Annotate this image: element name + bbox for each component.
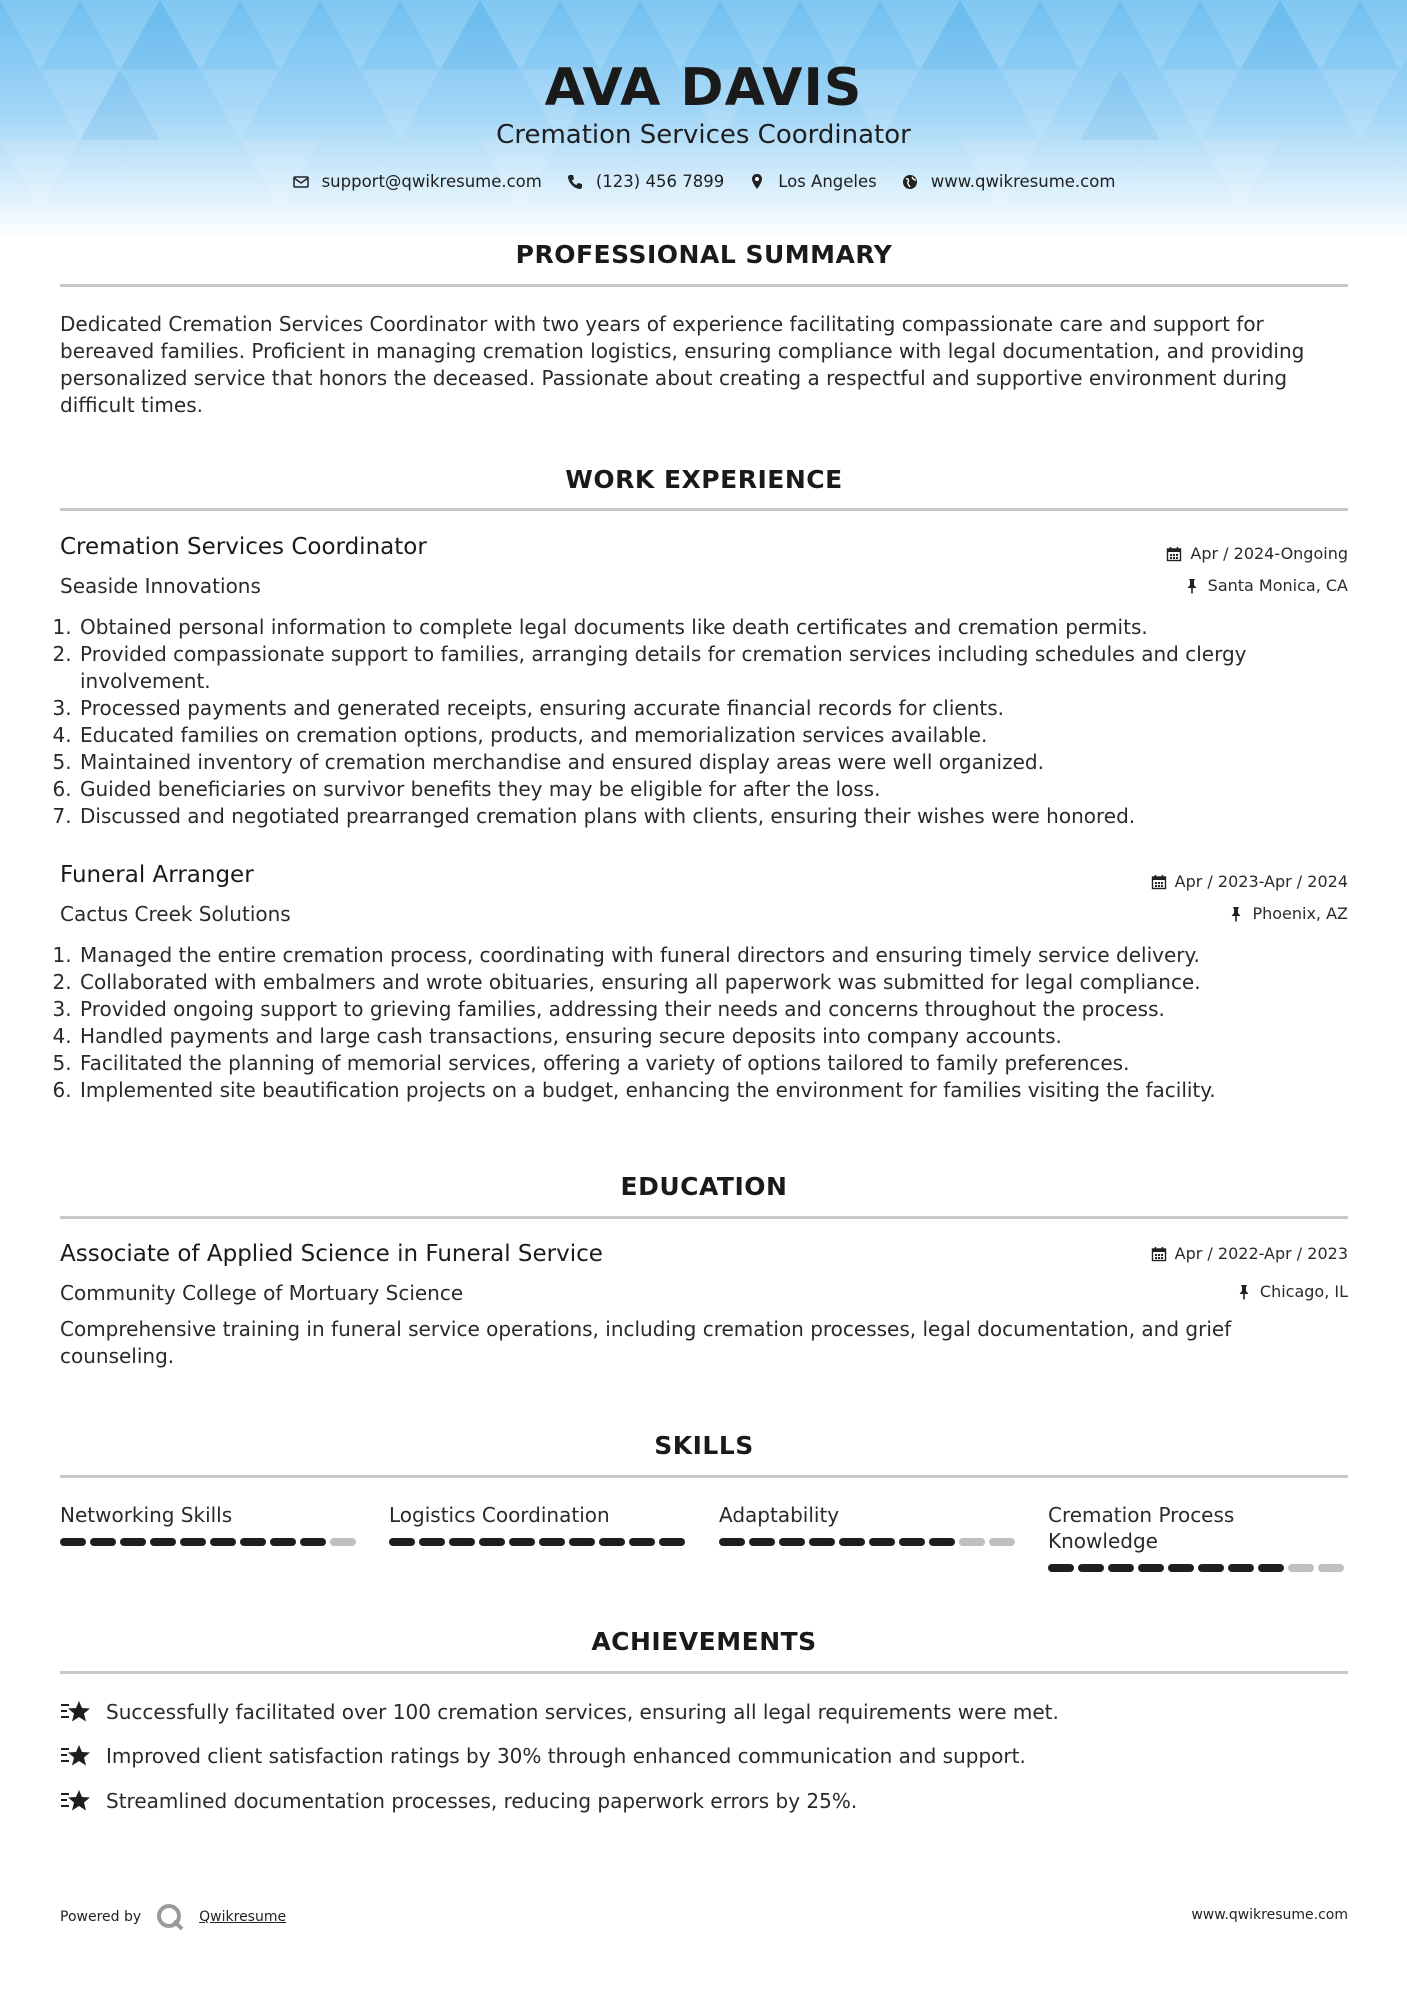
degree-title: Associate of Applied Science in Funeral Service bbox=[60, 1241, 603, 1267]
education-location-text: Chicago, IL bbox=[1259, 1282, 1348, 1301]
skill-dot-empty bbox=[1318, 1564, 1344, 1572]
summary-divider bbox=[60, 284, 1348, 287]
pushpin-icon bbox=[1184, 578, 1200, 594]
skill-rating bbox=[389, 1538, 689, 1546]
skill-dot-filled bbox=[449, 1538, 475, 1546]
skill-dot-filled bbox=[1138, 1564, 1164, 1572]
skill-cremation-knowledge bbox=[1048, 1502, 1348, 1572]
footer-website[interactable]: www.qwikresume.com bbox=[1191, 1907, 1348, 1923]
education-dates-text: Apr / 2022-Apr / 2023 bbox=[1174, 1244, 1348, 1263]
pushpin-icon bbox=[1236, 1284, 1252, 1300]
skills-divider bbox=[60, 1475, 1348, 1478]
skill-name: Logistics Coordination bbox=[389, 1503, 610, 1527]
skill-dot-filled bbox=[749, 1538, 775, 1546]
candidate-name: AVA DAVIS bbox=[544, 58, 863, 118]
job-location bbox=[1228, 904, 1348, 923]
skill-rating bbox=[1048, 1564, 1348, 1572]
job-location-text: Santa Monica, CA bbox=[1207, 576, 1348, 595]
skill-dot-empty bbox=[989, 1538, 1015, 1546]
skill-adaptability bbox=[719, 1502, 1019, 1546]
skill-dot-filled bbox=[809, 1538, 835, 1546]
skill-dot-filled bbox=[1228, 1564, 1254, 1572]
skill-dot-filled bbox=[419, 1538, 445, 1546]
star-list-icon bbox=[60, 1787, 92, 1815]
education-description: Comprehensive training in funeral service operations, including cremation processes, legal documentation, and grief counseling. bbox=[60, 1317, 1232, 1368]
skill-dot-empty bbox=[959, 1538, 985, 1546]
star-list-icon bbox=[60, 1698, 92, 1726]
achievement-item bbox=[60, 1787, 857, 1815]
achievement-text: Streamlined documentation processes, reducing paperwork errors by 25%. bbox=[106, 1789, 858, 1813]
skill-dot-empty bbox=[330, 1538, 356, 1546]
calendar-icon bbox=[1151, 874, 1167, 890]
skill-name: Adaptability bbox=[719, 1503, 840, 1527]
job-company: Cactus Creek Solutions bbox=[60, 902, 291, 926]
list-item: 5. Maintained inventory of cremation merchandise and ensured display areas were well organized. bbox=[78, 749, 1378, 776]
job-responsibilities bbox=[36, 614, 1378, 830]
skill-dot-empty bbox=[1288, 1564, 1314, 1572]
contact-bar bbox=[0, 172, 1407, 191]
list-item: 4. Handled payments and large cash transactions, ensuring secure deposits into company accounts. bbox=[78, 1023, 1378, 1050]
skill-dot-filled bbox=[1048, 1564, 1074, 1572]
skills-heading: SKILLS bbox=[654, 1431, 754, 1460]
achievement-item bbox=[60, 1698, 1059, 1726]
skill-dot-filled bbox=[1168, 1564, 1194, 1572]
skill-dot-filled bbox=[839, 1538, 865, 1546]
skill-dot-filled bbox=[1198, 1564, 1224, 1572]
job-title: Cremation Services Coordinator bbox=[60, 534, 427, 560]
experience-divider bbox=[60, 508, 1348, 511]
skill-logistics bbox=[389, 1502, 689, 1546]
skill-dot-filled bbox=[629, 1538, 655, 1546]
website-text: www.qwikresume.com bbox=[930, 172, 1116, 191]
skill-dot-filled bbox=[569, 1538, 595, 1546]
skill-dot-filled bbox=[240, 1538, 266, 1546]
skill-dot-filled bbox=[1258, 1564, 1284, 1572]
skill-dot-filled bbox=[270, 1538, 296, 1546]
skill-dot-filled bbox=[509, 1538, 535, 1546]
skill-rating bbox=[60, 1538, 360, 1546]
skill-dot-filled bbox=[479, 1538, 505, 1546]
contact-phone[interactable] bbox=[566, 172, 724, 191]
envelope-icon bbox=[292, 173, 310, 191]
qwikresume-logo-icon bbox=[155, 1902, 185, 1932]
skill-dot-filled bbox=[539, 1538, 565, 1546]
skill-dot-filled bbox=[300, 1538, 326, 1546]
qwikresume-link[interactable]: Qwikresume bbox=[199, 1909, 287, 1925]
experience-heading: WORK EXPERIENCE bbox=[565, 465, 843, 494]
skill-rating bbox=[719, 1538, 1019, 1546]
globe-icon bbox=[901, 173, 919, 191]
skill-dot-filled bbox=[389, 1538, 415, 1546]
contact-location bbox=[748, 172, 877, 191]
location-text: Los Angeles bbox=[778, 172, 877, 191]
list-item: 6. Implemented site beautification projects on a budget, enhancing the environment for families visiting the facility. bbox=[78, 1077, 1378, 1104]
skill-dot-filled bbox=[180, 1538, 206, 1546]
skill-dot-filled bbox=[1078, 1564, 1104, 1572]
list-item: 2. Collaborated with embalmers and wrote obituaries, ensuring all paperwork was submitted for legal compliance. bbox=[78, 969, 1378, 996]
achievement-text: Improved client satisfaction ratings by 30% through enhanced communication and support. bbox=[106, 1744, 1026, 1768]
list-item: 1. Obtained personal information to complete legal documents like death certificates and cremation permits. bbox=[78, 614, 1378, 641]
candidate-title: Cremation Services Coordinator bbox=[496, 120, 911, 150]
summary-heading: PROFESSIONAL SUMMARY bbox=[515, 240, 893, 269]
list-item: 6. Guided beneficiaries on survivor benefits they may be eligible for after the loss. bbox=[78, 776, 1378, 803]
achievement-item bbox=[60, 1742, 1026, 1770]
list-item: 3. Provided ongoing support to grieving families, addressing their needs and concerns throughout the process. bbox=[78, 996, 1378, 1023]
skill-dot-filled bbox=[120, 1538, 146, 1546]
education-divider bbox=[60, 1216, 1348, 1219]
map-pin-icon bbox=[748, 173, 766, 191]
summary-text: Dedicated Cremation Services Coordinator with two years of experience facilitating compassionate care and support for bereaved families. Proficient in managing cremation logistics, ensuring compliance with legal documentation, and providing personalized service that honors the deceased. Passionate about creating a respectful and supportive environment during difficult times. bbox=[60, 312, 1305, 417]
footer-powered-by bbox=[60, 1902, 286, 1932]
achievement-text: Successfully facilitated over 100 cremation services, ensuring all legal requirements were met. bbox=[106, 1700, 1059, 1724]
skill-dot-filled bbox=[599, 1538, 625, 1546]
education-location bbox=[1236, 1282, 1348, 1301]
email-text: support@qwikresume.com bbox=[321, 172, 542, 191]
skill-dot-filled bbox=[869, 1538, 895, 1546]
skill-dot-filled bbox=[929, 1538, 955, 1546]
skill-dot-filled bbox=[899, 1538, 925, 1546]
job-company: Seaside Innovations bbox=[60, 574, 261, 598]
list-item: 2. Provided compassionate support to families, arranging details for cremation services including schedules and clergy involvement. bbox=[78, 641, 1378, 695]
skill-dot-filled bbox=[60, 1538, 86, 1546]
skill-name: Cremation Process Knowledge bbox=[1048, 1503, 1235, 1553]
job-location bbox=[1184, 576, 1348, 595]
pushpin-icon bbox=[1228, 906, 1244, 922]
calendar-icon bbox=[1166, 546, 1182, 562]
achievements-divider bbox=[60, 1671, 1348, 1674]
skill-dot-filled bbox=[659, 1538, 685, 1546]
contact-website[interactable] bbox=[901, 172, 1116, 191]
star-list-icon bbox=[60, 1742, 92, 1770]
list-item: 5. Facilitated the planning of memorial services, offering a variety of options tailored to family preferences. bbox=[78, 1050, 1378, 1077]
job-dates bbox=[1151, 872, 1348, 891]
education-heading: EDUCATION bbox=[620, 1172, 788, 1201]
skill-dot-filled bbox=[719, 1538, 745, 1546]
skill-dot-filled bbox=[1108, 1564, 1134, 1572]
job-responsibilities bbox=[36, 942, 1378, 1104]
school-name: Community College of Mortuary Science bbox=[60, 1281, 464, 1305]
list-item: 7. Discussed and negotiated prearranged cremation plans with clients, ensuring their wishes were honored. bbox=[78, 803, 1378, 830]
phone-text: (123) 456 7899 bbox=[595, 172, 725, 191]
skill-networking bbox=[60, 1502, 360, 1546]
list-item: 3. Processed payments and generated receipts, ensuring accurate financial records for clients. bbox=[78, 695, 1378, 722]
contact-email[interactable] bbox=[292, 172, 542, 191]
list-item: 4. Educated families on cremation options, products, and memorialization services available. bbox=[78, 722, 1378, 749]
powered-by-label: Powered by bbox=[60, 1909, 142, 1925]
job-title: Funeral Arranger bbox=[60, 862, 254, 888]
skill-name: Networking Skills bbox=[60, 1503, 233, 1527]
achievements-heading: ACHIEVEMENTS bbox=[591, 1627, 817, 1656]
skill-dot-filled bbox=[90, 1538, 116, 1546]
skill-dot-filled bbox=[779, 1538, 805, 1546]
calendar-icon bbox=[1151, 1246, 1167, 1262]
list-item: 1. Managed the entire cremation process, coordinating with funeral directors and ensuring timely service delivery. bbox=[78, 942, 1378, 969]
skill-dot-filled bbox=[210, 1538, 236, 1546]
job-dates bbox=[1166, 544, 1348, 563]
education-dates bbox=[1151, 1244, 1348, 1263]
phone-icon bbox=[566, 173, 584, 191]
job-dates-text: Apr / 2024-Ongoing bbox=[1190, 544, 1348, 563]
skill-dot-filled bbox=[150, 1538, 176, 1546]
job-location-text: Phoenix, AZ bbox=[1252, 904, 1348, 923]
job-dates-text: Apr / 2023-Apr / 2024 bbox=[1174, 872, 1348, 891]
